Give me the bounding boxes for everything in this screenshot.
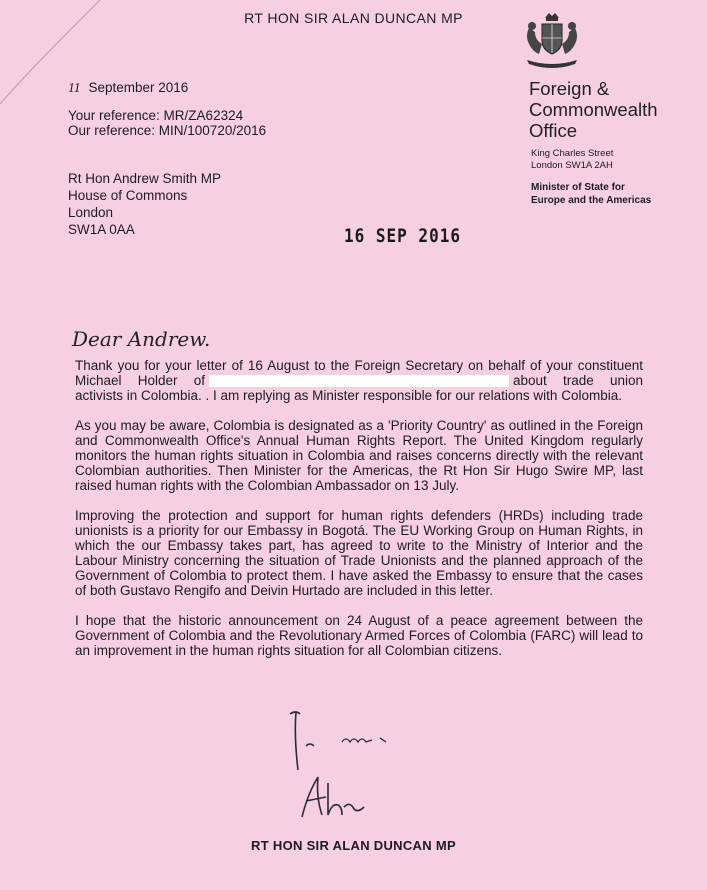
- department-line-3: Office: [529, 120, 577, 141]
- your-reference: Your reference: MR/ZA62324: [68, 108, 244, 123]
- paragraph-3: Improving the protection and support for human rights defenders (HRDs) including trade unionists is a priority for our Embassy in Bogotá. The EU Working Group on Human Rights, in which the our Embassy takes part, has agreed to write to the Ministry of Interior and the Labour Ministry concerning the situation of Trade Unionists and the planned approach of the Government of Colombia to protect them. I have asked the Embassy to ensure that the cases of both Gustavo Rengifo and Deivin Hurtado are included in this letter.: [75, 508, 643, 598]
- recipient-address: [68, 170, 221, 238]
- department-line-1: Foreign &: [529, 78, 610, 99]
- recipient-line: Rt Hon Andrew Smith MP: [68, 171, 222, 186]
- references: [68, 108, 266, 138]
- date-month-year: September 2016: [88, 80, 189, 95]
- letter-date: [68, 80, 188, 96]
- sender-heading: RT HON SIR ALAN DUNCAN MP: [244, 10, 463, 26]
- date-day-handwritten: 11: [68, 80, 81, 95]
- signatory-name: RT HON SIR ALAN DUNCAN MP: [251, 838, 456, 853]
- paragraph-1: [75, 358, 643, 403]
- letter-body: [75, 358, 643, 673]
- paragraph-1-start: Thank you for your letter of 16 August to the Foreign Secretary on behalf of your constituent Michael Holder of: [75, 358, 643, 388]
- our-reference: Our reference: MIN/100720/2016: [68, 123, 267, 138]
- recipient-line: London: [68, 205, 114, 220]
- department-name: [529, 78, 658, 141]
- royal-coat-of-arms-icon: [521, 10, 583, 72]
- address-line-1: King Charles Street: [531, 148, 614, 159]
- minister-line-2: Europe and the Americas: [531, 195, 652, 206]
- recipient-line: House of Commons: [68, 188, 188, 203]
- minister-line-1: Minister of State for: [531, 182, 625, 193]
- address-line-2: London SW1A 2AH: [531, 159, 613, 171]
- paragraph-4: I hope that the historic announcement on 24 August of a peace agreement between the Government of Colombia and the Revolutionary Armed Forces of Colombia (FARC) will lead to an improvement in the human rights situation for all Colombian citizens.: [75, 613, 643, 658]
- paragraph-2: As you may be aware, Colombia is designated as a 'Priority Country' as outlined in the Foreign and Commonwealth Office's Annual Human Rights Report. The United Kingdom regularly monitors the human rights situation in Colombia and raises concerns directly with the relevant Colombian authorities. Then Minister for the Americas, the Rt Hon Sir Hugo Swire MP, last raised human rights with the Colombian Ambassador on 13 July.: [75, 418, 643, 493]
- department-line-2: Commonwealth: [529, 99, 658, 120]
- handwritten-signoff: [286, 706, 406, 776]
- minister-title: [531, 181, 651, 207]
- handwritten-signature: [296, 773, 386, 823]
- received-date-stamp: 16 SEP 2016: [344, 224, 461, 247]
- salutation-handwritten: Dear Andrew.: [72, 327, 211, 351]
- department-address: [531, 148, 613, 171]
- paragraph-1-end: about trade union activists in Colombia. . I am replying as Minister responsible for our relations with Colombia.: [75, 373, 644, 403]
- recipient-line: SW1A 0AA: [68, 222, 135, 237]
- redacted-address: [209, 375, 509, 387]
